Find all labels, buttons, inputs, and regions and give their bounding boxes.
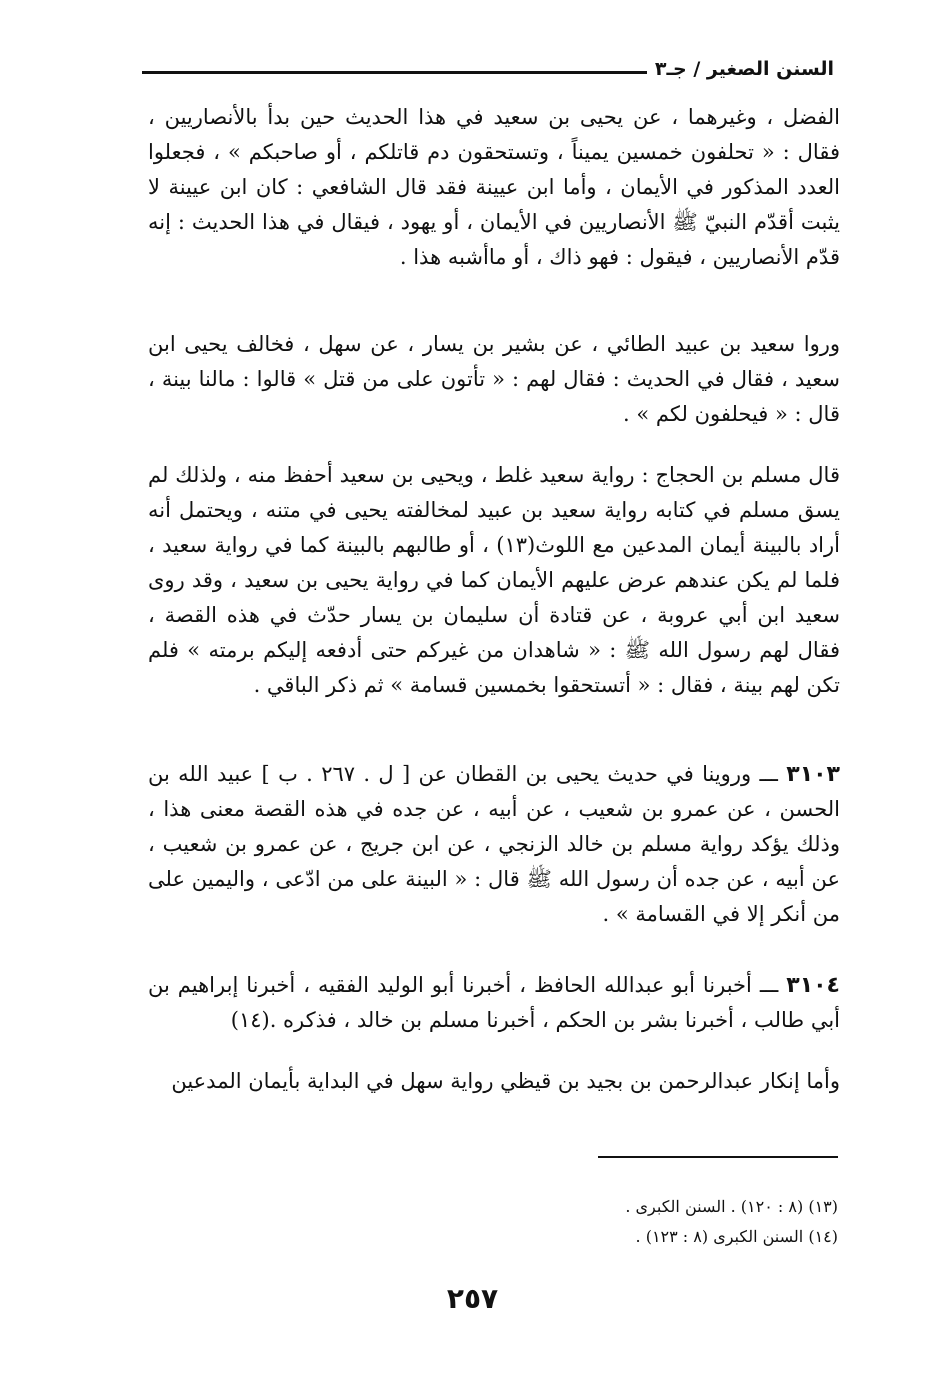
paragraph-6: وأما إنكار عبدالرحمن بن بجيد بن قيظي رواية سهل في البداية بأيمان المدعين xyxy=(171,1069,840,1093)
paragraph-3: قال مسلم بن الحجاج : رواية سعيد غلط ، ويحيى بن سعيد أحفظ منه ، ولذلك لم يسق مسلم في كتابه رواية سعيد بن عبيد لمخالفته يحيى في متنه ، ويحتمل أنه أراد بالبينة أيمان المدعين مع اللوث(١٣) ، أو طالبهم بالبينة كما في رواية سعيد ، فلما لم يكن عندهم عرض عليهم الأيمان كما في رواية يحيى بن سعيد ، وقد روى سعيد ابن أبي عروبة ، عن قتادة أن سليمان بن يسار حدّث في هذه القصة ، فقال لهم رسول الله ﷺ : « شاهدان من غيركم حتى أدفعه إليكم برمته » فلم تكن لهم بينة ، فقال : « أتستحقوا بخمسين قسامة » ثم ذكر الباقي . xyxy=(148,463,840,697)
running-header xyxy=(142,52,834,86)
hadith-number: ٣١٠٤ xyxy=(786,973,840,998)
header-rule xyxy=(142,71,647,74)
hadith-3103 xyxy=(148,757,840,932)
footnote-13: (١٣) (٨ : ١٢٠) . السنن الكبرى . xyxy=(625,1197,838,1216)
footnote-divider xyxy=(598,1156,838,1158)
hadith-number: ٣١٠٣ xyxy=(786,762,840,787)
paragraph-2: وروا سعيد بن عبيد الطائي ، عن بشير بن يسار ، عن سهل ، فخالف يحيى ابن سعيد ، فقال في الحديث : فقال لهم : « تأتون على من قتل » قالوا : مالنا بينة ، قال : « فيحلفون لكم » . xyxy=(148,332,840,426)
hadith-3104 xyxy=(148,968,840,1038)
footnotes xyxy=(520,1192,838,1252)
header-title: السنن الصغير / جـ٣ xyxy=(654,58,834,80)
hadith-text: ـــ وروينا في حديث يحيى بن القطان عن [ ل . ٢٦٧ . ب ] عبيد الله بن الحسن ، عن عمرو بن شعيب ، عن أبيه ، عن جده في هذه القصة معنى هذا ، وذلك يؤكد رواية مسلم بن خالد الزنجي ، عن ابن جريج ، عن عمرو بن شعيب ، عن أبيه ، عن جده أن رسول الله ﷺ قال : « البينة على من ادّعى ، واليمين على من أنكر إلا في القسامة » . xyxy=(148,762,840,926)
hadith-text: ـــ أخبرنا أبو عبدالله الحافظ ، أخبرنا أبو الوليد الفقيه ، أخبرنا إبراهيم بن أبي طالب ، أخبرنا بشر بن الحكم ، أخبرنا مسلم بن خالد ، فذكره .(١٤) xyxy=(148,973,840,1032)
footnote-14: (١٤) السنن الكبرى (٨ : ١٢٣) . xyxy=(635,1227,838,1246)
page-number: ٢٥٧ xyxy=(446,1282,499,1315)
paragraph-1: الفضل ، وغيرهما ، عن يحيى بن سعيد في هذا الحديث حين بدأ بالأنصاريين ، فقال : « تحلفون خمسين يميناً ، وتستحقون دم قاتلكم ، أو صاحبكم » ، فجعلوا العدد المذكور في الأيمان ، وأما ابن عيينة فقد قال الشافعي : كان ابن عيينة لا يثبت أقدّم النبيّ ﷺ الأنصاريين في الأيمان ، أو يهود ، فيقال في هذا الحديث : إنه قدّم الأنصاريين ، فيقول : فهو ذاك ، أو ماأشبه هذا . xyxy=(148,105,840,269)
